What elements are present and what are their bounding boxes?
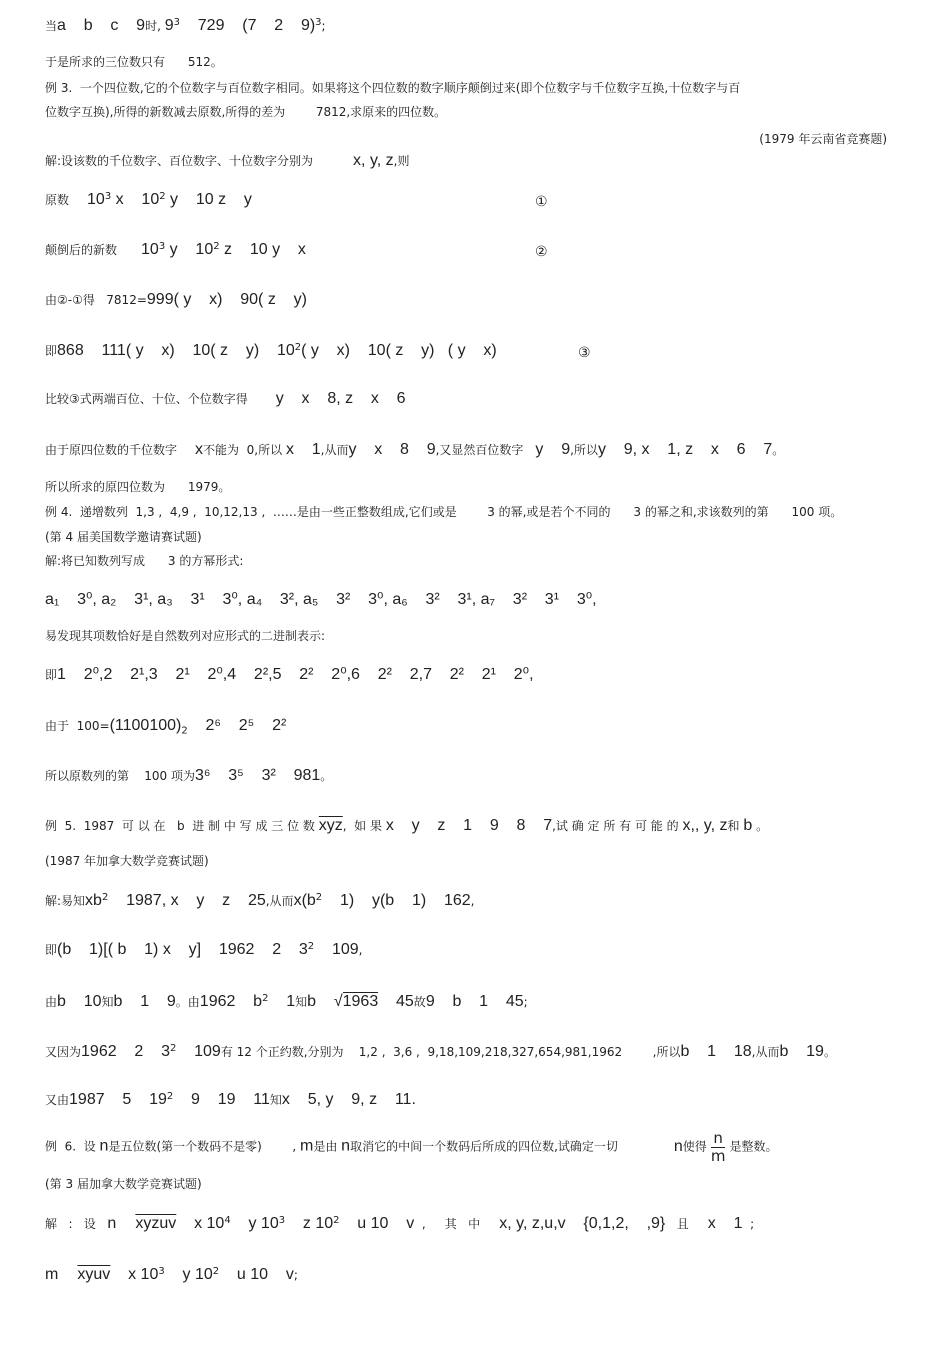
sequence-as-powers-of-3: a₁ 3⁰, a₂ 3¹, a₃ 3¹ 3⁰, a₄ 3², a₅ 3² 3⁰, a₆ 3² 3¹, a₇ 3² 3¹ 3⁰,: [45, 591, 597, 608]
math: z 10 y x: [219, 241, 306, 258]
solution-3-intro: [45, 153, 409, 169]
text: 由于 100=: [45, 719, 110, 733]
text: 。: [320, 769, 333, 783]
solution-5-step-5: [45, 1092, 416, 1108]
text: 。: [823, 1045, 836, 1059]
math: 1987 5 19: [69, 1091, 167, 1108]
line-conclusion-512: 于是所求的三位数只有 512。: [45, 55, 223, 69]
text: 取消它的中间一个数码后所成的四位数,试确定一切: [350, 1139, 618, 1154]
text: , 其 中: [414, 1217, 481, 1231]
math: y x 8 9: [348, 441, 436, 458]
math: 1: [268, 993, 296, 1010]
text: 由: [45, 995, 58, 1009]
math: 109: [176, 1043, 221, 1060]
solution-6-step-2: [45, 1267, 298, 1283]
equation-difference: [45, 292, 307, 308]
math: x(b: [293, 892, 316, 909]
math: 109: [314, 941, 359, 958]
text: 。: [772, 443, 785, 457]
text: ,则: [393, 154, 410, 168]
equation-reversed-number: [45, 242, 306, 258]
text: ,所以: [570, 443, 598, 457]
math: n: [341, 1137, 351, 1155]
math: m: [45, 1266, 59, 1283]
text: ,又显然百位数字: [435, 443, 524, 457]
text: ,: [358, 943, 363, 957]
text: 例 5. 1987 可 以 在 b 进 制 中 写 成 三 位 数: [45, 819, 315, 833]
text: 即: [45, 344, 58, 358]
exponent: 3: [278, 1215, 286, 1226]
text: 解:易知: [45, 894, 86, 908]
text: 不能为 0,所以: [203, 443, 283, 457]
binary-expansions: [45, 667, 534, 683]
text: ;: [523, 995, 528, 1009]
math: x 10: [110, 1266, 159, 1283]
math-radicand: 1963: [342, 993, 379, 1010]
exponent: 3: [158, 241, 166, 252]
math-overline: xyzuv: [135, 1215, 177, 1232]
math: x 5, y 9, z 11.: [281, 1091, 416, 1108]
text: 比较③式两端百位、十位、个位数字得: [45, 392, 248, 406]
answer-1979: 所以所求的原四位数为 1979。: [45, 480, 231, 494]
math: u 10 v: [219, 1266, 294, 1283]
exponent: 4: [224, 1215, 231, 1226]
math: y 9, x 1, z x 6 7: [597, 441, 773, 458]
math: 1987, x y z 25: [108, 892, 266, 909]
text: 又由: [45, 1093, 70, 1107]
math: 9: [164, 17, 174, 34]
subscript: 2: [181, 725, 188, 737]
math: (b 1)[( b 1) x y] 1962 2 3: [57, 941, 308, 958]
math: b 1 18: [680, 1043, 752, 1060]
math: m: [299, 1137, 314, 1155]
text: ,从而: [751, 1045, 780, 1059]
math: b √: [307, 993, 343, 1010]
math: 1 2⁰,2 2¹,3 2¹ 2⁰,4 2²,5 2² 2⁰,6 2² 2,7 2² 2¹ 2⁰,: [57, 666, 534, 683]
math: z 10: [285, 1215, 334, 1232]
text: 所以原数列的第 100 项为: [45, 769, 195, 783]
exponent: 2: [307, 941, 315, 952]
math: y 10: [230, 1215, 279, 1232]
text: ;: [742, 1217, 755, 1231]
solution-5-step-1: [45, 893, 475, 909]
math: ( y x) 10( z y) ( y x): [301, 342, 497, 359]
text: 知: [295, 995, 308, 1009]
text: 颠倒后的新数: [45, 243, 118, 257]
math: n: [673, 1137, 683, 1155]
text: 是由: [313, 1139, 338, 1154]
equation-marker-3: ③: [578, 345, 591, 361]
math: a b c 9: [57, 17, 146, 34]
math: 999( y x) 90( z y): [146, 291, 307, 308]
text: 是五位数(第一个数码不是零) ,: [108, 1139, 297, 1154]
exponent: 2: [101, 892, 109, 903]
text: 知: [101, 995, 114, 1009]
exponent: 2: [213, 241, 220, 252]
text: 例 6. 设: [45, 1139, 96, 1154]
exponent: 3: [315, 17, 322, 28]
math: (1100100): [109, 717, 182, 734]
exponent: 2: [333, 1215, 340, 1226]
math: y 10 z y: [165, 191, 252, 208]
math: 45: [378, 993, 414, 1010]
text: ,从而: [265, 894, 294, 908]
text: ,: [470, 894, 475, 908]
math: 10: [87, 191, 105, 208]
equation-expanded: [45, 343, 497, 359]
text: 。由: [175, 995, 200, 1009]
math: n: [99, 1137, 109, 1155]
math: b 1 9: [113, 993, 176, 1010]
binary-observation: 易发现其项数恰好是自然数列对应形式的二进制表示:: [45, 629, 326, 643]
text: ;: [293, 1268, 298, 1282]
exponent: 2: [212, 1266, 220, 1277]
math: 1) y(b 1) 162: [322, 892, 471, 909]
math: y x 8, z x 6: [275, 390, 406, 407]
text: 故: [413, 995, 426, 1009]
math: x, y, z: [353, 152, 394, 169]
math: b 10: [57, 993, 102, 1010]
text: 时,: [145, 19, 161, 33]
example-3-statement-1: 例 3. 一个四位数,它的个位数字与百位数字相同。如果将这个四位数的数字顺序颠倒过来(即个位数字与千位数字互换,十位数字与百: [45, 81, 741, 95]
equation-marker-1: ①: [535, 194, 548, 210]
math: 1962 2 3: [81, 1043, 170, 1060]
text: 和: [727, 819, 740, 833]
solution-5-step-3: [45, 994, 528, 1010]
exponent: 3: [158, 1266, 165, 1277]
solution-6-step-1: [45, 1216, 754, 1232]
math: x, y, z,u,v {0,1,2, ,9}: [499, 1215, 666, 1232]
example-4-source: (第 4 届美国数学邀请赛试题): [45, 530, 202, 544]
binary-100: [45, 718, 286, 736]
example-3-statement-2: 位数字互换),所得的新数减去原数,所得的差为 7812,求原来的四位数。: [45, 105, 447, 119]
text: 原数: [45, 193, 70, 207]
math-overline: xyuv: [77, 1266, 111, 1283]
text: 由于原四位数的千位数字: [45, 443, 178, 457]
compare-digits: [45, 391, 406, 407]
text: 。: [752, 819, 769, 833]
exponent: 2: [315, 892, 323, 903]
math: x: [195, 441, 204, 458]
text: 又因为: [45, 1045, 82, 1059]
text: 即: [45, 668, 58, 682]
math: u 10 v: [339, 1215, 415, 1232]
fraction-n-over-m: [711, 1130, 726, 1164]
example-5-source: (1987 年加拿大数学竞赛试题): [45, 854, 209, 868]
example-4-statement: 例 4. 递增数列 1,3 , 4,9 , 10,12,13 , ……是由一些正整数组成,它们或是 3 的幂,或是若个不同的 3 的幂之和,求该数列的第 100 项。: [45, 505, 843, 519]
math: 1962 b: [199, 993, 263, 1010]
math: x,, y, z: [682, 817, 728, 834]
math: x y z 1 9 8 7: [385, 817, 553, 834]
text: , 如 果: [342, 819, 382, 833]
math-overline: $\overline{xyz}$: [318, 817, 343, 834]
text: 且: [665, 1217, 689, 1231]
math: x 1: [285, 441, 321, 458]
math: y 9: [535, 441, 571, 458]
text: 使得: [682, 1139, 707, 1154]
fraction-numerator: n: [711, 1130, 726, 1148]
math: 3⁶ 3⁵ 3² 981: [194, 767, 321, 784]
solution-5-step-4: [45, 1044, 836, 1060]
example-6-statement: [45, 1130, 777, 1164]
text: 有 12 个正约数,分别为 1,2 , 3,6 , 9,18,109,218,327,654,981,1962 ,所以: [220, 1045, 681, 1059]
exponent: 2: [166, 1091, 174, 1102]
math: x 10: [176, 1215, 225, 1232]
math: b: [743, 817, 753, 834]
text: 解 : 设: [45, 1217, 96, 1231]
exponent: 2: [159, 191, 166, 202]
example-6-source: (第 3 届加拿大数学竞赛试题): [45, 1177, 202, 1191]
math: x 10: [111, 191, 160, 208]
math: 10: [141, 241, 159, 258]
solution-4-intro: 解:将已知数列写成 3 的方幂形式:: [45, 554, 244, 568]
answer-981: [45, 768, 332, 784]
text: 解:设该数的千位数字、百位数字、十位数字分别为: [45, 154, 314, 168]
math: 729 (7 2 9): [180, 17, 316, 34]
math: y 10: [164, 1266, 213, 1283]
equation-marker-2: ②: [535, 244, 548, 260]
text: ;: [321, 19, 326, 33]
math: 2⁶ 2⁵ 2²: [187, 717, 287, 734]
text: 是整数。: [729, 1139, 778, 1154]
equation-original-number: [45, 192, 252, 208]
example-5-statement: [45, 818, 768, 834]
math: x 1: [707, 1215, 743, 1232]
math: 868 111( y x) 10( z y) 10: [57, 342, 295, 359]
fraction-denominator: m: [710, 1146, 726, 1165]
solution-5-step-2: [45, 942, 362, 958]
exponent: 3: [173, 17, 180, 28]
exponent: 3: [104, 191, 112, 202]
text: 知: [269, 1093, 282, 1107]
text: 由②-①得 7812=: [45, 293, 147, 307]
math: 9 19 11: [173, 1091, 270, 1108]
text: 即: [45, 943, 58, 957]
exponent: 2: [169, 1043, 177, 1054]
text: ,从而: [320, 443, 349, 457]
math: 9 b 1 45: [425, 993, 524, 1010]
math: n: [107, 1215, 117, 1232]
exponent: 2: [294, 342, 302, 353]
math: y 10: [165, 241, 214, 258]
text: ,试 确 定 所 有 可 能 的: [552, 819, 679, 833]
exponent: 2: [262, 993, 269, 1004]
text: 当: [45, 19, 58, 33]
example-3-source: (1979 年云南省竞赛题): [759, 132, 887, 146]
line-case-a-b-c-9: [45, 18, 326, 34]
math: xb: [85, 892, 102, 909]
deduce-digits: [45, 442, 784, 458]
math: b 19: [779, 1043, 824, 1060]
